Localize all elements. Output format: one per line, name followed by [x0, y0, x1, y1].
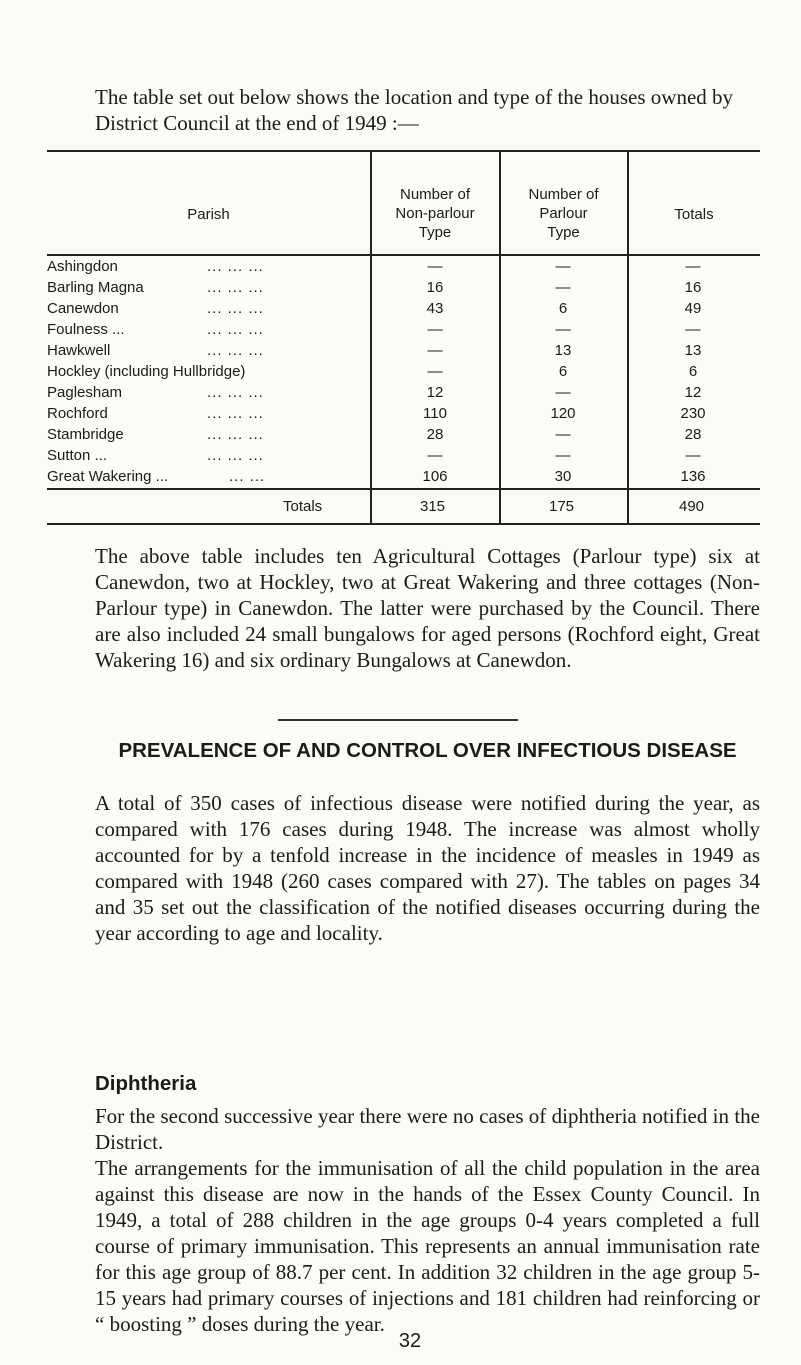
row-total: — — [685, 447, 701, 464]
row-parish: Paglesham — [47, 384, 123, 401]
header-non-parlour-line-2: Non-parlour — [395, 205, 475, 222]
row-total: 28 — [684, 426, 702, 443]
row-leader-dots: ... ... ... — [207, 258, 264, 275]
row-non-parlour: — — [427, 447, 443, 464]
table-top-rule — [47, 150, 760, 152]
row-parish: Stambridge — [47, 426, 124, 443]
table-header-rule — [47, 254, 760, 256]
table-row — [47, 405, 760, 424]
row-parish: Barling Magna — [47, 279, 144, 296]
diphtheria-paragraph: For the second successive year there were no cases of diphtheria notified in the District. — [95, 1104, 760, 1154]
header-parlour-line-1: Number of — [528, 186, 599, 203]
row-leader-dots: ... ... ... — [207, 300, 264, 317]
row-parish: Foulness ... — [47, 321, 125, 338]
row-non-parlour: 106 — [422, 468, 448, 485]
row-parlour: — — [555, 447, 571, 464]
row-parish: Great Wakering ... — [47, 468, 169, 485]
row-parlour: — — [555, 279, 571, 296]
row-total: 6 — [688, 363, 698, 380]
row-total: — — [685, 258, 701, 275]
totals-parlour: 175 — [549, 498, 575, 515]
row-parlour: 13 — [554, 342, 572, 359]
infectious-disease-paragraph: A total of 350 cases of infectious disease were notified during the year, as compared with 176 cases during 1948. The increase was almost wholly accounted for by a tenfold increase in the incidence of measles in 1949 as compared with 1948 (260 cases compared with 27). The tables on pages 34 and 35 set out the classification of the notified diseases occurring during the year according to age and locality. — [95, 791, 760, 945]
table-row — [47, 363, 760, 382]
table-row — [47, 468, 760, 487]
row-parish: Ashingdon — [47, 258, 118, 275]
row-leader-dots: ... ... ... — [207, 405, 264, 422]
row-parish: Hawkwell — [47, 342, 111, 359]
row-leader-dots: ... ... — [229, 468, 266, 485]
row-total: 16 — [684, 279, 702, 296]
row-non-parlour: 43 — [426, 300, 444, 317]
row-non-parlour: — — [427, 363, 443, 380]
table-row — [47, 342, 760, 361]
cottages-paragraph: The above table includes ten Agricultural Cottages (Parlour type) six at Canewdon, two at Hockley, two at Great Wakering and three cottages (Non-Parlour type) in Canewdon. The latter were purchased by the Council. There are also included 24 small bungalows for aged persons (Rochford eight, Great Wakering 16) and six ordinary Bungalows at Canewdon. — [95, 544, 760, 672]
intro-text: The table set out below shows the location and type of the houses owned by District Council at the end of 1949 :— — [95, 85, 734, 135]
row-leader-dots: ... ... ... — [207, 426, 264, 443]
row-parish: Sutton ... — [47, 447, 108, 464]
page-number: 32 — [398, 1330, 422, 1352]
row-parlour: — — [555, 258, 571, 275]
row-total: 49 — [684, 300, 702, 317]
header-non-parlour — [371, 185, 499, 242]
row-parlour: 30 — [554, 468, 572, 485]
header-non-parlour-line-1: Number of — [399, 186, 471, 203]
table-totals-rule — [47, 488, 760, 490]
row-total: 13 — [684, 342, 702, 359]
header-totals: Totals — [674, 206, 714, 223]
row-non-parlour: 16 — [426, 279, 444, 296]
header-parlour-line-2: Parlour — [539, 205, 588, 222]
table-bottom-rule — [47, 523, 760, 525]
row-parlour: 6 — [558, 300, 568, 317]
row-parlour: 6 — [558, 363, 568, 380]
row-non-parlour: — — [427, 321, 443, 338]
row-leader-dots: ... ... ... — [207, 447, 264, 464]
section-divider — [278, 719, 518, 721]
diphtheria-subheading: Diphtheria — [95, 1072, 197, 1095]
row-parlour: — — [555, 426, 571, 443]
row-non-parlour: — — [427, 342, 443, 359]
header-non-parlour-line-3: Type — [418, 224, 452, 241]
row-leader-dots: ... ... ... — [207, 384, 264, 401]
table-row — [47, 426, 760, 445]
row-leader-dots: ... ... ... — [207, 279, 264, 296]
table-row — [47, 258, 760, 277]
totals-non-parlour: 315 — [420, 498, 446, 515]
row-total: 12 — [684, 384, 702, 401]
row-total: — — [685, 321, 701, 338]
row-parish: Rochford — [47, 405, 108, 422]
row-parlour: 120 — [550, 405, 576, 422]
table-row — [47, 321, 760, 340]
table-row — [47, 447, 760, 466]
row-parlour: — — [555, 384, 571, 401]
row-non-parlour: — — [427, 258, 443, 275]
immunisation-paragraph: The arrangements for the immunisation of all the child population in the area against this disease are now in the hands of the Essex County Council. In 1949, a total of 288 children in the age groups 0-4 years completed a full course of primary immunisation. This represents an annual immunisation rate for this age group of 88.7 per cent. In addition 32 children in the age group 5-15 years had primary courses of injections and 181 children had reinforcing or “ boosting ” doses during the year. — [95, 1156, 760, 1336]
header-parlour — [500, 185, 627, 242]
table-row — [47, 300, 760, 319]
housing-table — [47, 150, 760, 525]
row-total: 230 — [680, 405, 706, 422]
totals-label: Totals — [283, 498, 323, 515]
row-parlour: — — [555, 321, 571, 338]
row-total: 136 — [680, 468, 706, 485]
row-non-parlour: 12 — [426, 384, 444, 401]
row-leader-dots: ... ... ... — [207, 342, 264, 359]
row-non-parlour: 28 — [426, 426, 444, 443]
table-row — [47, 384, 760, 403]
row-parish: Canewdon — [47, 300, 119, 317]
header-parish: Parish — [187, 206, 230, 223]
table-row — [47, 279, 760, 298]
header-parlour-line-3: Type — [547, 224, 580, 241]
row-leader-dots: ... ... ... — [207, 321, 264, 338]
section-heading: PREVALENCE OF AND CONTROL OVER INFECTIOUS DISEASE — [118, 739, 737, 762]
totals-total: 490 — [679, 498, 705, 515]
row-non-parlour: 110 — [423, 405, 447, 422]
row-parish: Hockley (including Hullbridge) — [47, 363, 246, 380]
